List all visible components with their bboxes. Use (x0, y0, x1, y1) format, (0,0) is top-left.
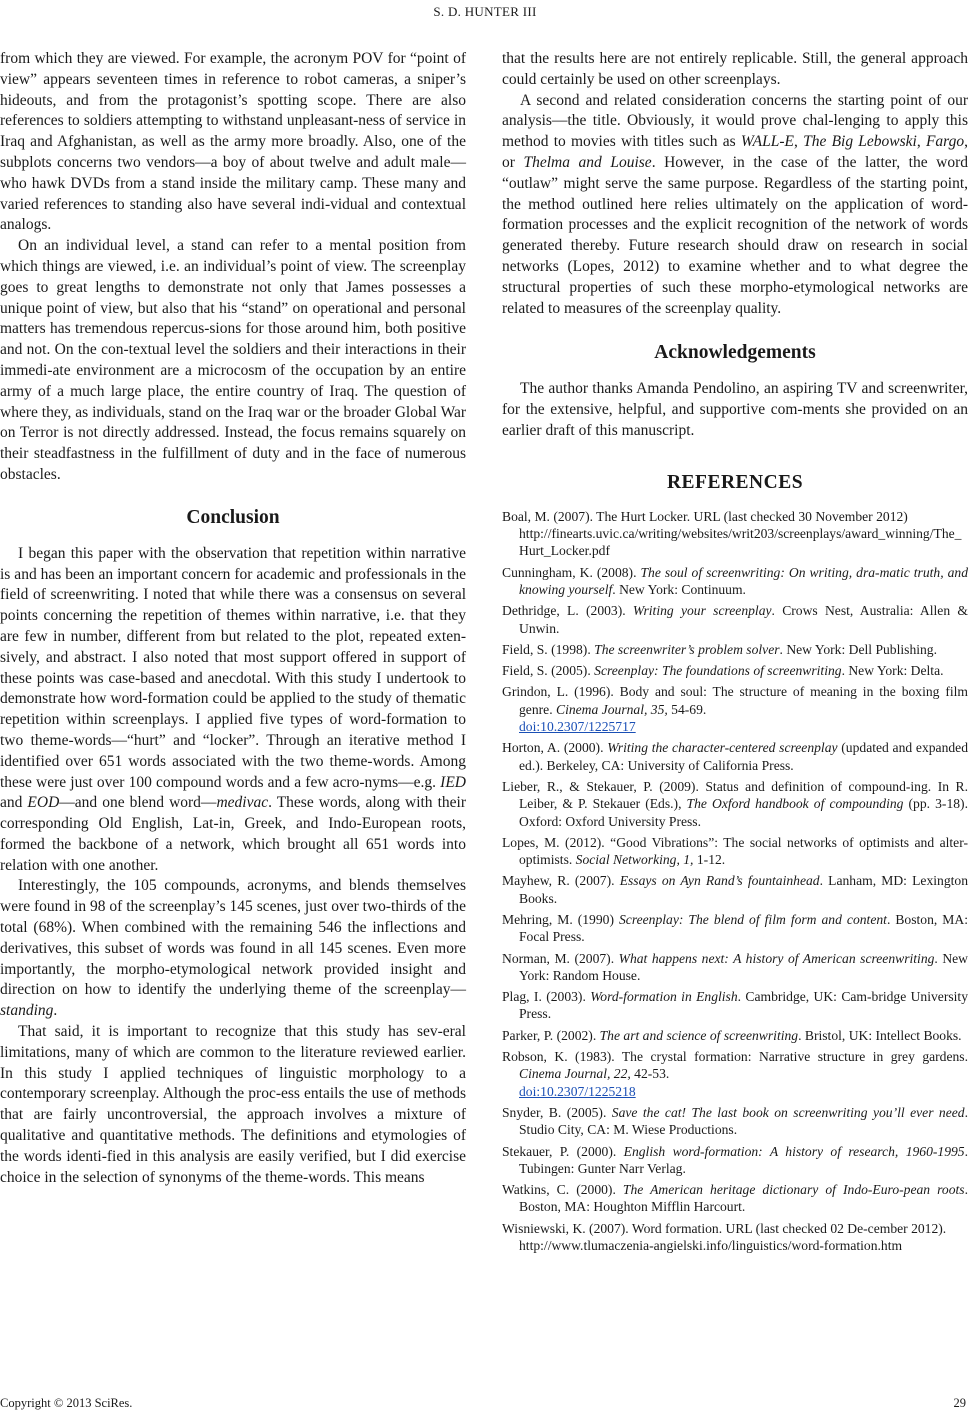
acknowledgements-text: The author thanks Amanda Pendolino, an aspiring TV and screenwriter, for the extensive, helpful, and supportive com-ments she provided on an earlier draft of this manuscript. (502, 380, 968, 439)
film-title: Thelma and Louise (523, 153, 652, 171)
blend-medivac: medivac (216, 794, 269, 812)
reference-item: Field, S. (2005). Screenplay: The foundations of screenwriting. New York: Delta. (502, 663, 944, 679)
paragraph: On an individual level, a stand can refer to a mental position from which things are viewed, i.e. an individual’s point of view. The screenplay goes to great lengths to demonstrate not only that James possesses a unique point of view, but also that his “stand” on operational and personal matters has tremendous repercus-sions for those around him, both positive and not. On the con-textual level the soldiers and their interactions in their immedi-ate environment are a microcosm of the occupation by an entire army of a much large place, the entire country of Iraq. The question of where they, as individuals, stand on the Iraq war or the broader Global War on Terror is not directly addressed. Instead, the focus remains squarely on their steadfastness in the fulfillment of duty and in the face of numerous obstacles. (0, 237, 466, 483)
reference-list (502, 508, 968, 1255)
reference-item: Field, S. (1998). The screenwriter’s problem solver. New York: Dell Publishing. (502, 641, 938, 657)
reference-item: Robson, K. (1983). The crystal formation: Narrative structure in grey gardens. Cinema Journal, 22, 42-53. doi:10.2307/1225218 (502, 1049, 968, 1099)
reference-url[interactable]: http://www.tlumaczenia-angielski.info/linguistics/word-formation.htm (519, 1238, 903, 1254)
copyright-footer: Copyright © 2013 SciRes. (0, 1396, 133, 1410)
reference-item: Grindon, L. (1996). Body and soul: The structure of meaning in the boxing film genre. Cinema Journal, 35, 54-69. doi:10.2307/1225717 (502, 684, 968, 735)
paragraph: that the results here are not entirely replicable. Still, the general approach could certainly be used on other screenplays. (502, 50, 968, 88)
conclusion-heading: Conclusion (186, 506, 280, 528)
references-heading: REFERENCES (666, 471, 804, 493)
acronym-eod: EOD (27, 794, 60, 812)
reference-item: Mehring, M. (1990) Screenplay: The blend of film form and content. Boston, MA: Focal Press. (502, 911, 968, 945)
paragraph: Interestingly, the 105 compounds, acronyms, and blends themselves were found in 98 of the screenplay’s 145 scenes, just over two-thirds of the total (68%). When combined with the remaining 546 the inflections and derivatives, this subset of words was found in all 145 scenes. Even more importantly, the morpho-etymological network provided insight and direction on how to identify the underlying theme of the screenplay—standing. (0, 877, 466, 1020)
reference-item: Snyder, B. (2005). Save the cat! The last book on screenwriting you’ll ever need. Studio City, CA: M. Wiese Productions. (502, 1104, 968, 1138)
left-column (0, 49, 466, 1188)
reference-doi-link[interactable]: doi:10.2307/1225717 (519, 719, 636, 735)
paragraph: I began this paper with the observation that repetition within narrative is and has been an important concern for academic and professionals in the field of screenwriting. I noted that while there was a consensus on several points concerning the repetition of themes within narrative, i.e. that they are few in number, different from but related to the plot, repeated exten-sively, and abstract. I also noted that most support offered in support of these points was case-based and anecdotal. With this study I undertook to demonstrate how word-formation could be applied to the study of thematic repetition within screenplays. I applied five types of word-formation to two theme-words—“hurt” and “locker”. Through an iterative method I identified over 651 words associated with the two theme-words. Among these were just over 100 compound words and a few acro-nyms—e.g. IED and EOD—and one blend word—medivac. These words, along with their corresponding Old English, Lat-in, Greek, and Indo-European roots, formed the backbone of a network, which brought all 651 words into relation with one another. (0, 544, 466, 874)
reference-item: Norman, M. (2007). What happens next: A history of American screenwriting. New York: Random House. (502, 950, 969, 983)
reference-item: Lieber, R., & Stekauer, P. (2009). Status and definition of compound-ing. In R. Leiber, & P. Stekauer (Eds.), The Oxford handbook of compounding (pp. 3-18). Oxford: Oxford University Press. (502, 778, 968, 829)
reference-item: Horton, A. (2000). Writing the character-centered screenplay (updated and expanded ed.). Berkeley, CA: University of California Press. (502, 740, 968, 773)
film-title: WALL-E (740, 133, 795, 151)
paragraph: A second and related consideration concerns the starting point of our analysis—the title. Obviously, it would prove chal-lenging to apply this method to movies with titles such as WALL-E, The Big Lebowski, Fargo, or Thelma and Louise. However, in the case of the latter, the word “outlaw” might serve the same purpose. Regardless of the starting point, the method outlined here relies ultimately on the application of word-formation processes and the explicit recognition of the network of words generated thereby. Future research should draw on research in social networks (Lopes, 2012) to examine whether and to what degree the structural properties of such these morpho-etymological networks are related to measures of the screenplay quality. (502, 91, 969, 317)
reference-doi-link[interactable]: doi:10.2307/1225218 (519, 1083, 636, 1099)
reference-item: Plag, I. (2003). Word-formation in English. Cambridge, UK: Cam-bridge University Press. (502, 989, 968, 1022)
acronym-ied: IED (440, 773, 466, 791)
reference-item: Cunningham, K. (2008). The soul of screenwriting: On writing, dra-matic truth, and knowing yourself. New York: Continuum. (502, 564, 968, 597)
film-title: Fargo (925, 133, 965, 151)
theme-standing: standing (0, 1002, 54, 1020)
reference-item: Dethridge, L. (2003). Writing your screenplay. Crows Nest, Australia: Allen & Unwin. (502, 603, 968, 636)
right-column (502, 49, 968, 1258)
reference-item: Boal, M. (2007). The Hurt Locker. URL (last checked 30 November 2012) http://finearts.uvic.ca/writing/websites/writ203/screenplays/award_winning/The_Hurt_Locker.pdf (502, 508, 968, 560)
reference-item: Mayhew, R. (2007). Essays on Ayn Rand’s fountainhead. Lanham, MD: Lexington Books. (502, 873, 968, 906)
reference-item: Stekauer, P. (2000). English word-formation: A history of research, 1960-1995. Tubingen: Gunter Narr Verlag. (502, 1143, 969, 1176)
page-number: 29 (953, 1396, 966, 1410)
running-header: S. D. HUNTER III (433, 4, 537, 19)
reference-item: Lopes, M. (2012). “Good Vibrations”: The social networks of optimists and alter-optimists. Social Networking, 1, 1-12. (502, 834, 968, 868)
reference-item: Watkins, C. (2000). The American heritage dictionary of Indo-Euro-pean roots. Boston, MA: Houghton Mifflin Harcourt. (502, 1182, 968, 1215)
paragraph: That said, it is important to recognize that this study has sev-eral limitations, many of which are common to the literature reviewed earlier. In this study I applied techniques of linguistic morphology to a contemporary screenplay. Although the proc-ess entails the use of methods that are fairly uncontroversial, the approach involves a mixture of qualitative and quantitative methods. The definitions and etymologies of the words identi-fied in this analysis are easily verified, but I did exercise choice in the selection of synonyms of the theme-words. This means (0, 1023, 466, 1186)
reference-url[interactable]: http://finearts.uvic.ca/writing/websites/writ203/screenplays/award_winning/The_Hurt_Locker.pdf (519, 526, 962, 559)
paragraph: from which they are viewed. For example, the acronym POV for “point of view” appears seventeen times in reference to robot cameras, a sniper’s hideouts, and from the protagonist’s spotting scope. There are also references to soldiers attempting to withstand unpleasant-ness of service in Iraq and Afghanistan, as well as the army more broadly. Also, one of the subplots concerns two vendors—a boy of about twelve and adult male—who hawk DVDs from a stand inside the military camp. These many and varied references to standing also have several indi-vidual and contextual analogs. (0, 50, 466, 234)
reference-item: Parker, P. (2002). The art and science of screenwriting. Bristol, UK: Intellect Books. (502, 1027, 962, 1043)
acknowledgements-heading: Acknowledgements (654, 342, 816, 364)
reference-item: Wisniewski, K. (2007). Word formation. URL (last checked 02 De-cember 2012). http://www.tlumaczenia-angielski.info/linguistics/word-formation.htm (502, 1220, 968, 1255)
film-title: The Big Lebowski (803, 133, 917, 151)
